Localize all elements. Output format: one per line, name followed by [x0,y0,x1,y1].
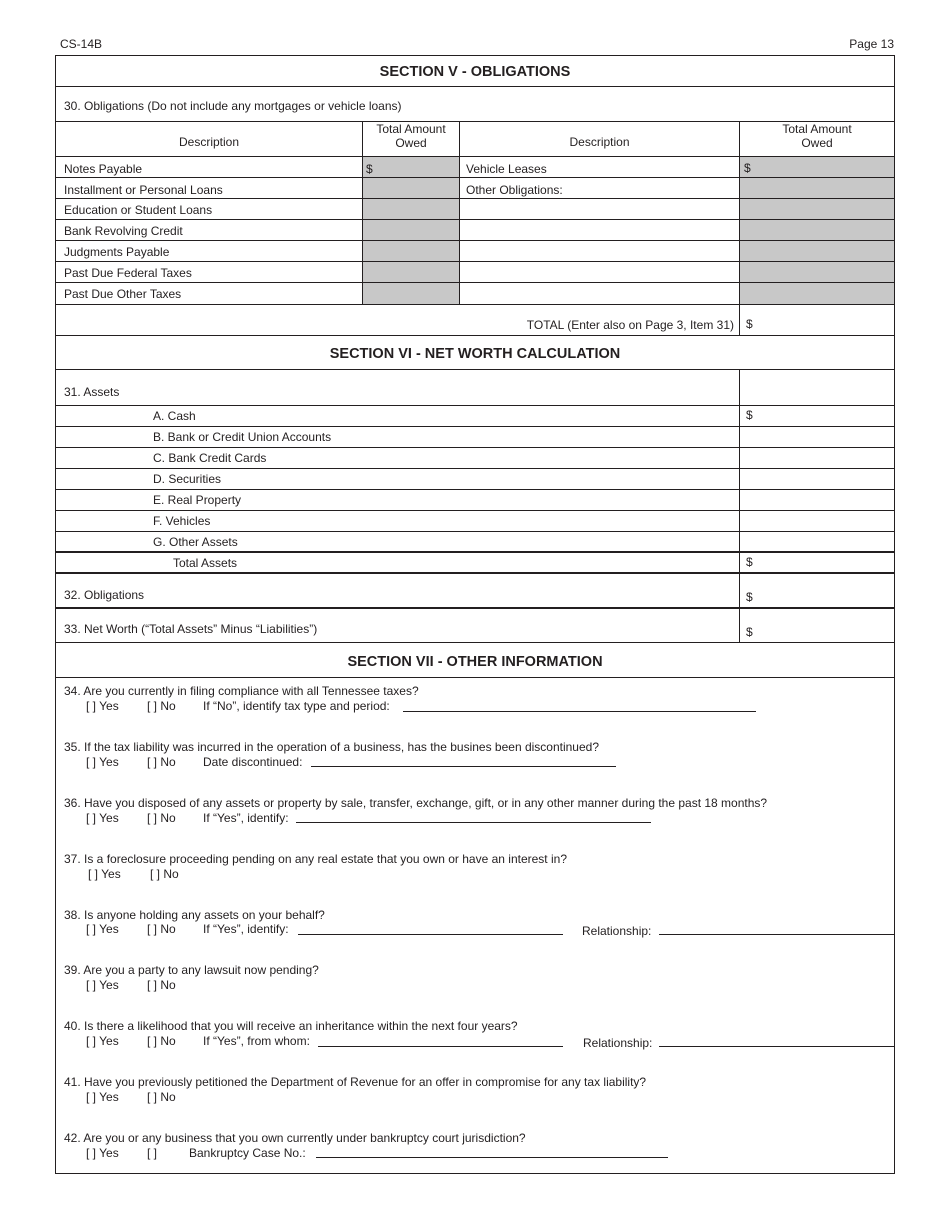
notes-payable-dollar: $ [366,162,373,176]
q35-followup-label: Date discontinued: [203,755,303,769]
asset-cash: A. Cash [153,409,196,423]
q35-answer-line[interactable] [311,766,616,767]
q36-answer-line[interactable] [296,822,651,823]
row-other-obligations: Other Obligations: [466,183,563,197]
asset-bank-accounts: B. Bank or Credit Union Accounts [153,430,332,444]
asset-securities: D. Securities [153,472,222,486]
q38-followup-label: If “Yes”, identify: [203,922,289,936]
section-v-title: SECTION V - OBLIGATIONS [379,64,571,80]
q34-followup-label: If “No”, identify tax type and period: [203,699,390,713]
q34-no[interactable]: [ ] No [147,699,176,713]
item-33-net-worth: 33. Net Worth (“Total Assets” Minus “Liabilities”) [64,622,318,636]
obligations-total-label: TOTAL (Enter also on Page 3, Item 31) [526,318,734,332]
q40-relationship-line[interactable] [659,1046,894,1047]
form-id: CS-14B [60,37,103,51]
row-bank-revolving-credit: Bank Revolving Credit [64,224,183,238]
question-41: 41. Have you previously petitioned the Department of Revenue for an offer in compromise for any tax liability? [64,1075,647,1089]
section-vii-title: SECTION VII - OTHER INFORMATION [347,654,603,670]
item-31-assets: 31. Assets [64,385,120,399]
q36-yes[interactable]: [ ] Yes [86,811,119,825]
question-36: 36. Have you disposed of any assets or property by sale, transfer, exchange, gift, or in any other manner during the past 18 months? [64,796,768,810]
page-number: Page 13 [849,37,894,51]
question-40: 40. Is there a likelihood that you will receive an inheritance within the next four years? [64,1019,518,1033]
q41-yes[interactable]: [ ] Yes [86,1090,119,1104]
row-past-due-other-taxes: Past Due Other Taxes [64,287,182,301]
question-42: 42. Are you or any business that you own currently under bankruptcy court jurisdiction? [64,1131,526,1145]
row-notes-payable: Notes Payable [64,162,143,176]
q38-no[interactable]: [ ] No [147,922,176,936]
col-description-right: Description [569,135,630,149]
question-34: 34. Are you currently in filing compliance with all Tennessee taxes? [64,684,419,698]
form-frame [55,55,895,1174]
q38-yes[interactable]: [ ] Yes [86,922,119,936]
asset-other: G. Other Assets [153,535,238,549]
q40-answer-line[interactable] [318,1046,563,1047]
q42-no[interactable]: [ ] [147,1146,158,1160]
question-39: 39. Are you a party to any lawsuit now pending? [64,963,319,977]
obligations-total-dollar: $ [746,317,753,331]
q36-followup-label: If “Yes”, identify: [203,811,289,825]
q42-yes[interactable]: [ ] Yes [86,1146,119,1160]
asset-cash-dollar: $ [746,408,753,422]
item-33-dollar: $ [746,625,753,639]
col-total-right: Total Amount Owed [782,122,852,150]
q38-answer-line[interactable] [298,934,563,935]
section-vi-title: SECTION VI - NET WORTH CALCULATION [329,346,621,362]
q40-no[interactable]: [ ] No [147,1034,176,1048]
row-past-due-federal-taxes: Past Due Federal Taxes [64,266,192,280]
q34-answer-line[interactable] [403,711,756,712]
q34-yes[interactable]: [ ] Yes [86,699,119,713]
question-38: 38. Is anyone holding any assets on your behalf? [64,908,325,922]
row-education-loans: Education or Student Loans [64,203,213,217]
q40-yes[interactable]: [ ] Yes [86,1034,119,1048]
q40-relationship-label: Relationship: [583,1036,653,1050]
q38-relationship-line[interactable] [659,934,894,935]
item-32-dollar: $ [746,590,753,604]
q37-yes[interactable]: [ ] Yes [88,867,121,881]
q41-no[interactable]: [ ] No [147,1090,176,1104]
col-description-left: Description [178,135,240,149]
row-judgments-payable: Judgments Payable [64,245,170,259]
q35-no[interactable]: [ ] No [147,755,176,769]
q37-no[interactable]: [ ] No [150,867,179,881]
row-vehicle-leases: Vehicle Leases [466,162,547,176]
vehicle-leases-dollar: $ [744,161,751,175]
q38-relationship-label: Relationship: [582,924,652,938]
item-32-obligations: 32. Obligations [64,588,145,602]
col-total-left: Total Amount Owed [376,122,446,150]
q40-followup-label: If “Yes”, from whom: [203,1034,310,1048]
q36-no[interactable]: [ ] No [147,811,176,825]
question-37: 37. Is a foreclosure proceeding pending on any real estate that you own or have an interest in? [64,852,567,866]
q39-yes[interactable]: [ ] Yes [86,978,119,992]
q35-yes[interactable]: [ ] Yes [86,755,119,769]
item-30-label: 30. Obligations (Do not include any mortgages or vehicle loans) [64,99,402,113]
asset-bank-credit-cards: C. Bank Credit Cards [153,451,267,465]
q39-no[interactable]: [ ] No [147,978,176,992]
asset-vehicles: F. Vehicles [153,514,211,528]
row-installment-loans: Installment or Personal Loans [64,183,223,197]
q42-answer-line[interactable] [316,1157,668,1158]
q42-followup-label: Bankruptcy Case No.: [189,1146,306,1160]
total-assets-dollar: $ [746,555,753,569]
question-35: 35. If the tax liability was incurred in the operation of a business, has the busines been discontinued? [64,740,600,754]
total-assets-label: Total Assets [173,556,238,570]
asset-real-property: E. Real Property [153,493,242,507]
